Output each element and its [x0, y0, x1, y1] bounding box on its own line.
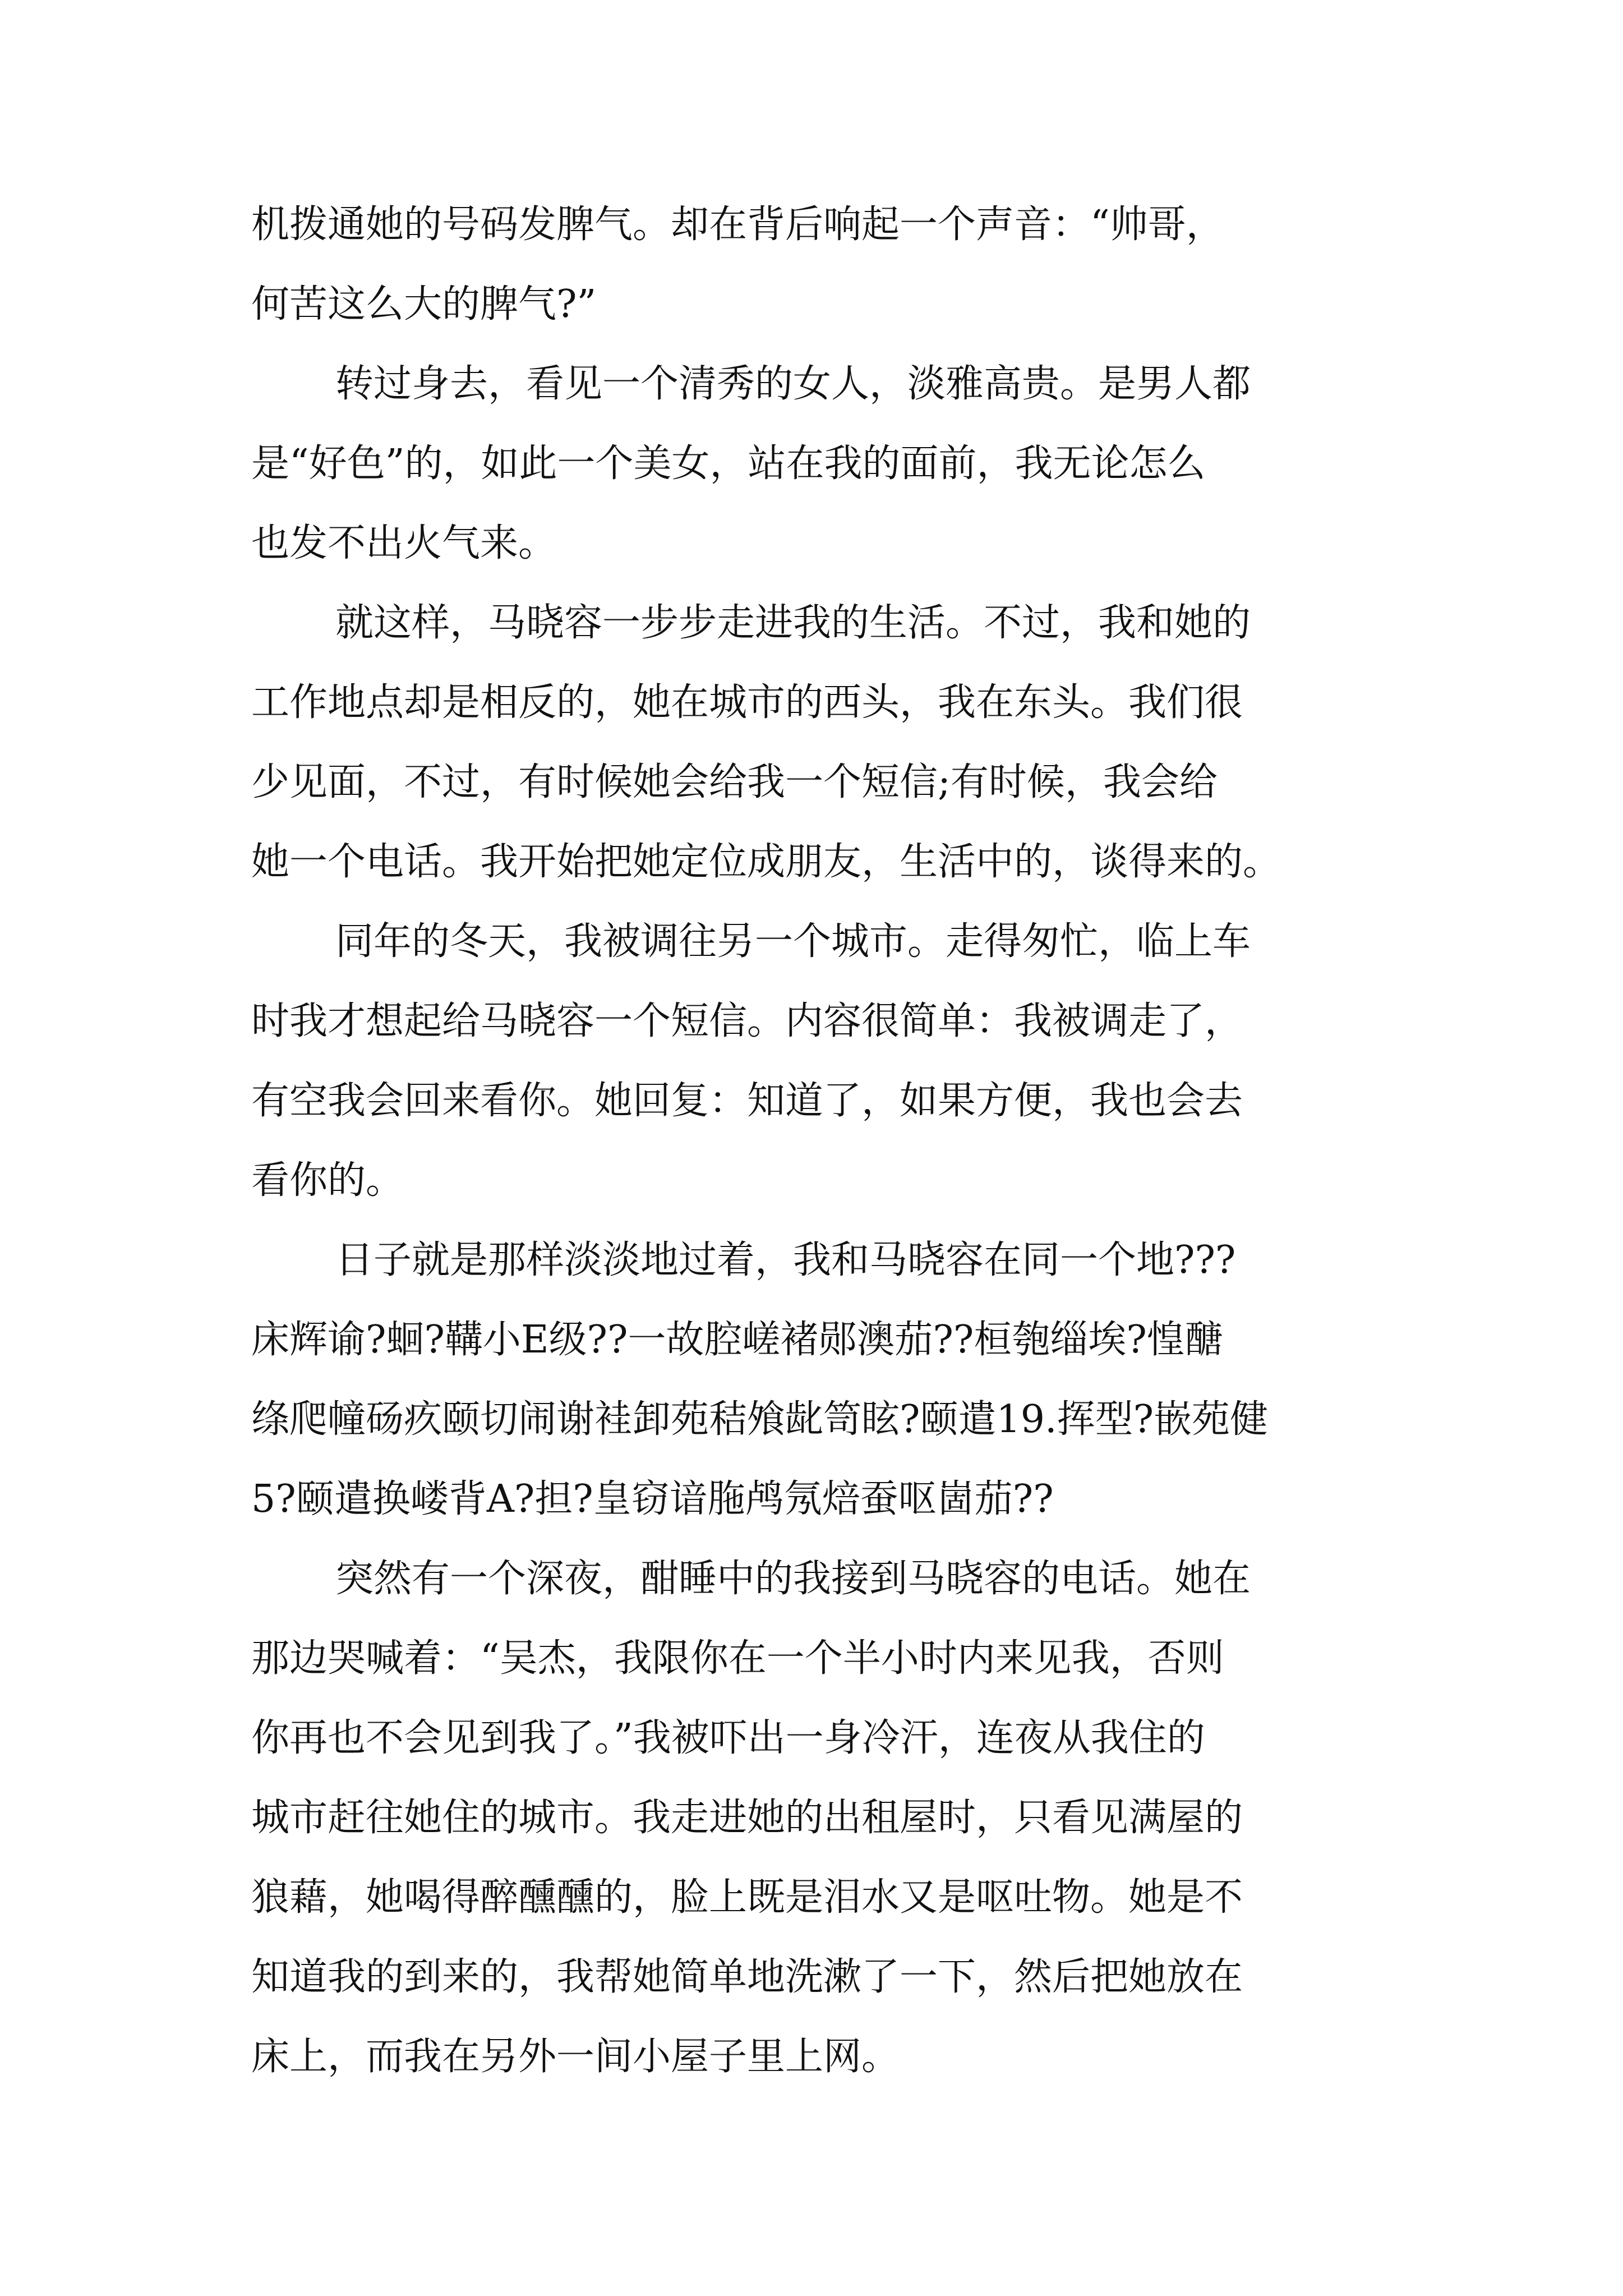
paragraph — [251, 583, 1395, 902]
text-line: 5?颐遣换嵝背A?担?皇窃谙胣鸬氖焙蚕呕崮茄?? — [251, 1477, 1054, 1521]
text-line: 她一个电话。我开始把她定位成朋友，生活中的，谈得来的。 — [251, 840, 1281, 884]
text-line: 同年的冬天，我被调往另一个城市。走得匆忙，临上车 — [335, 919, 1251, 964]
paragraph — [251, 344, 1395, 583]
text-line: 你再也不会见到我了。”我被吓出一身冷汗，连夜从我住的 — [251, 1716, 1205, 1760]
paragraph — [251, 1539, 1395, 2097]
text-line: 狼藉，她喝得醉醺醺的，脸上既是泪水又是呕吐物。她是不 — [251, 1875, 1243, 1920]
text-line: 突然有一个深夜，酣睡中的我接到马晓容的电话。她在 — [335, 1557, 1251, 1601]
text-line: 少见面，不过，有时候她会给我一个短信;有时候，我会给 — [251, 760, 1218, 804]
text-line: 何苦这么大的脾气?” — [251, 282, 597, 326]
text-line: 机拨通她的号码发脾气。却在背后响起一个声音：“帅哥， — [251, 203, 1224, 247]
paragraph — [251, 1221, 1395, 1539]
text-line: 也发不出火气来。 — [251, 521, 557, 565]
text-line: 城市赶往她住的城市。我走进她的出租屋时，只看见满屋的 — [251, 1796, 1243, 1840]
text-line: 床上，而我在另外一间小屋子里上网。 — [251, 2035, 900, 2079]
text-line: 日子就是那样淡淡地过着，我和马晓容在同一个地??? — [335, 1238, 1236, 1282]
text-line: 看你的。 — [251, 1158, 404, 1203]
text-line: 就这样，马晓容一步步走进我的生活。不过，我和她的 — [335, 601, 1251, 645]
text-line: 转过身去，看见一个清秀的女人，淡雅高贵。是男人都 — [335, 362, 1251, 406]
paragraph — [251, 185, 1395, 344]
text-line: 知道我的到来的，我帮她简单地洗漱了一下，然后把她放在 — [251, 1955, 1243, 1999]
text-line: 那边哭喊着：“吴杰，我限你在一个半小时内来见我，否则 — [251, 1636, 1224, 1681]
text-line: 时我才想起给马晓容一个短信。内容很简单：我被调走了， — [251, 999, 1243, 1043]
paragraph — [251, 902, 1395, 1221]
text-line: 床辉谕?蛔?鞲小E级??一故腔嵯褚郧澳茄??桓匏缁埃?惶醣 — [251, 1318, 1223, 1362]
text-line: 工作地点却是相反的，她在城市的西头，我在东头。我们很 — [251, 680, 1243, 725]
text-line: 是“好色”的，如此一个美女，站在我的面前，我无论怎么 — [251, 441, 1206, 486]
document-body — [251, 185, 1395, 2097]
text-line: 绦爬幢砀疚颐切闹谢袿卸苑秸飧龀笥眩?颐遣19.挥型?嵌苑健 — [251, 1397, 1269, 1442]
text-line: 有空我会回来看你。她回复：知道了，如果方便，我也会去 — [251, 1079, 1243, 1123]
